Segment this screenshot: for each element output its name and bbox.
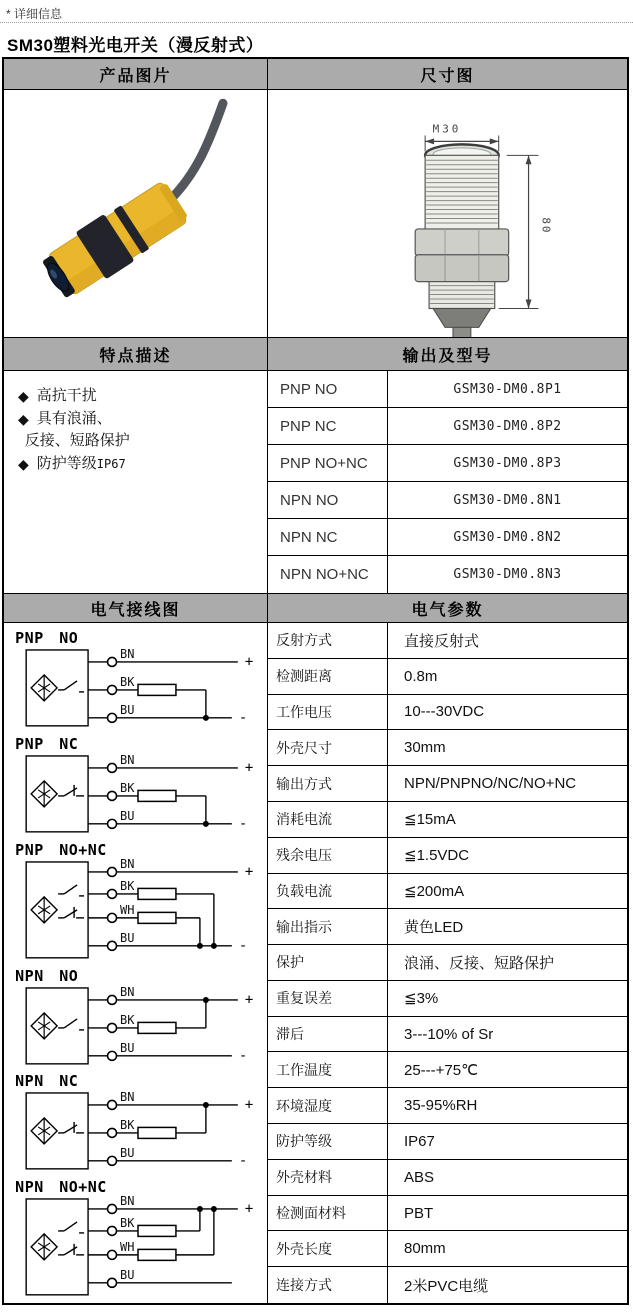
polarity-sign: +: [244, 991, 254, 1008]
param-value: ≦3%: [388, 981, 627, 1017]
wire-label: BK: [120, 1216, 135, 1231]
wire-label: BK: [120, 674, 135, 689]
wire-bu: [88, 931, 247, 954]
header-features: 特点描述: [4, 338, 268, 370]
param-value: 80mm: [388, 1231, 627, 1267]
param-name: 滞后: [268, 1017, 388, 1053]
wire-label: BU: [120, 1040, 135, 1055]
header-wiring-diagram: 电气接线图: [4, 594, 268, 622]
switch-symbols: [58, 885, 84, 918]
param-value: 浪涌、反接、短路保护: [388, 945, 627, 981]
diamond-bullet: ◆: [18, 456, 29, 472]
wire-bk: [88, 1102, 209, 1138]
polarity-sign: -: [238, 709, 248, 726]
params-table: [268, 623, 627, 1303]
switch-symbols: [58, 1018, 84, 1029]
param-value: 3---10% of Sr: [388, 1017, 627, 1053]
param-name: 检测面材料: [268, 1196, 388, 1232]
wiring-diagram-label: PNP NO: [15, 628, 79, 647]
param-name: 残余电压: [268, 838, 388, 874]
diamond-bullet: ◆: [18, 388, 29, 404]
dimension-drawing-cell: [268, 90, 627, 337]
wire-label: BU: [120, 702, 135, 717]
thread-size-label: M30: [432, 121, 462, 135]
model-number: GSM30-DM0.8P3: [388, 445, 627, 482]
sensor-symbol: [31, 1234, 57, 1260]
model-output-type: NPN NO+NC: [268, 556, 388, 593]
param-name: 输出方式: [268, 766, 388, 802]
model-number: GSM30-DM0.8N2: [388, 519, 627, 556]
wire-bk: [88, 879, 217, 949]
wiring-diagram: [10, 734, 260, 836]
polarity-sign: +: [244, 653, 254, 670]
param-name: 反射方式: [268, 623, 388, 659]
sensor-symbol: [31, 1118, 57, 1144]
wire-label: WH: [120, 902, 135, 917]
param-value: 2米PVC电缆: [404, 1277, 489, 1295]
models-table: [268, 371, 627, 593]
feature-item: [14, 385, 259, 407]
feature-item: [14, 408, 259, 452]
sensor-symbol: [31, 1012, 57, 1038]
param-value: 黄色LED: [388, 909, 627, 945]
feature-line: 反接、短路保护: [24, 432, 130, 449]
param-value: 直接反射式: [388, 623, 627, 659]
header-product-image: 产品图片: [4, 59, 268, 89]
product-photo: [4, 91, 267, 337]
wire-bn: [88, 984, 253, 1007]
param-name: 负载电流: [268, 874, 388, 910]
wiring-diagram: [10, 1071, 260, 1173]
param-name: 工作电压: [268, 695, 388, 731]
wiring-diagram-label: PNP NC: [15, 734, 79, 753]
spec-table: [2, 57, 629, 1305]
feature-line: 具有浪涌、: [36, 410, 112, 427]
wire-label: BN: [120, 1194, 135, 1209]
param-name: 重复误差: [268, 981, 388, 1017]
param-name: 环境湿度: [268, 1088, 388, 1124]
wiring-diagram: [10, 1177, 260, 1299]
header-dimension-drawing: 尺寸图: [268, 59, 627, 89]
wire-bn: [88, 647, 253, 670]
wire-label: BN: [120, 1090, 135, 1105]
polarity-sign: -: [238, 1153, 248, 1170]
wire-bk: [88, 675, 209, 721]
polarity-sign: +: [244, 1097, 254, 1114]
param-value: ≦15mA: [388, 802, 627, 838]
wire-bn: [88, 753, 253, 776]
wire-bk: [88, 996, 209, 1032]
param-name: 连接方式: [268, 1267, 388, 1303]
wire-bu: [88, 703, 247, 726]
header-row-2: [4, 338, 627, 371]
wire-label: BK: [120, 1012, 135, 1027]
param-name: 防护等级: [268, 1124, 388, 1160]
header-row-1: [4, 59, 627, 90]
param-name: 外壳材料: [268, 1160, 388, 1196]
features-list: [4, 371, 268, 593]
param-value: 25---+75℃: [388, 1052, 627, 1088]
wire-bk: [88, 1206, 203, 1236]
wire-label: BN: [120, 752, 135, 767]
wiring-diagram: [10, 628, 260, 730]
switch-symbols: [58, 1222, 84, 1255]
product-photo-cell: [4, 90, 268, 337]
param-value: 35-95%RH: [388, 1088, 627, 1124]
param-value: ≦1.5VDC: [388, 838, 627, 874]
wire-bu: [88, 1146, 247, 1169]
polarity-sign: +: [244, 759, 254, 776]
model-output-type: NPN NC: [268, 519, 388, 556]
model-output-type: PNP NO+NC: [268, 445, 388, 482]
model-output-type: PNP NC: [268, 408, 388, 445]
wire-bu: [88, 1040, 247, 1063]
param-name: 工作温度: [268, 1052, 388, 1088]
polarity-sign: +: [244, 1201, 254, 1218]
wiring-diagram-label: NPN NO: [15, 966, 79, 985]
sensor-symbol: [31, 781, 57, 807]
wire-bn: [88, 1090, 253, 1113]
wire-label: BK: [120, 1118, 135, 1133]
header-electrical-params: 电气参数: [268, 594, 627, 622]
wire-bn: [88, 857, 253, 880]
param-name: 保护: [268, 945, 388, 981]
header-row-3: [4, 594, 627, 623]
param-value: PBT: [388, 1196, 627, 1232]
wire-label: WH: [120, 1240, 135, 1255]
param-value: 30mm: [388, 730, 627, 766]
wire-bu: [88, 809, 247, 832]
polarity-sign: -: [238, 1047, 248, 1064]
model-number: GSM30-DM0.8P2: [388, 408, 627, 445]
feature-suffix: IP67: [96, 457, 126, 471]
page-title: SM30塑料光电开关（漫反射式）: [7, 36, 264, 55]
polarity-sign: +: [244, 863, 254, 880]
param-name: 外壳尺寸: [268, 730, 388, 766]
sensor-symbol: [31, 897, 57, 923]
top-note: * 详细信息: [6, 7, 63, 21]
feature-text: [37, 385, 97, 407]
model-number: GSM30-DM0.8N3: [453, 567, 562, 582]
switch-symbols: [58, 681, 84, 692]
wiring-diagrams: [4, 623, 268, 1303]
polarity-sign: -: [238, 937, 248, 954]
wiring-diagram-label: PNP NO+NC: [15, 840, 107, 859]
model-output-type: PNP NO: [268, 371, 388, 408]
wiring-diagram-label: NPN NO+NC: [15, 1178, 107, 1197]
wiring-diagram: [10, 966, 260, 1068]
param-name: 输出指示: [268, 909, 388, 945]
feature-line: 防护等级IP67: [36, 455, 126, 472]
length-label: 80: [539, 216, 553, 235]
model-number: GSM30-DM0.8P1: [388, 371, 627, 408]
feature-text: [37, 453, 126, 475]
diamond-bullet: ◆: [18, 411, 29, 427]
wiring-diagram: [10, 840, 260, 962]
switch-symbols: [58, 785, 84, 796]
image-row: [4, 90, 627, 338]
wire-label: BU: [120, 808, 135, 823]
wiring-diagram-label: NPN NC: [15, 1072, 79, 1091]
model-number: GSM30-DM0.8N1: [388, 482, 627, 519]
wire-label: BK: [120, 878, 135, 893]
wire-label: BN: [120, 646, 135, 661]
dotted-divider: [0, 22, 633, 23]
cable: [453, 327, 471, 337]
dimension-drawing: [268, 91, 627, 337]
wire-label: BU: [120, 1146, 135, 1161]
wire-bk: [88, 781, 209, 827]
sensor-figure: [415, 144, 508, 337]
model-output-type: NPN NO: [268, 482, 388, 519]
param-value: 10---30VDC: [388, 695, 627, 731]
param-name: 外壳长度: [268, 1231, 388, 1267]
wire-label: BU: [120, 930, 135, 945]
param-value: 0.8m: [388, 659, 627, 695]
sensor-symbol: [31, 675, 57, 701]
header-output-models: 输出及型号: [268, 338, 627, 370]
wire-label: BK: [120, 780, 135, 795]
feature-line: 高抗干扰: [36, 387, 97, 404]
param-value: ABS: [388, 1160, 627, 1196]
wire-wh: [88, 903, 203, 949]
wire-label: BU: [120, 1268, 135, 1283]
param-name: 检测距离: [268, 659, 388, 695]
polarity-sign: -: [238, 815, 248, 832]
param-value: IP67: [388, 1124, 627, 1160]
feature-item: [14, 453, 259, 475]
param-value: NPN/PNPNO/NC/NO+NC: [388, 766, 627, 802]
switch-symbols: [58, 1122, 84, 1133]
param-name: 消耗电流: [268, 802, 388, 838]
wire-bu: [88, 1268, 232, 1287]
wiring-params-row: [4, 623, 627, 1303]
wire-label: BN: [120, 984, 135, 999]
sensor-body-group: [22, 103, 267, 304]
wire-label: BN: [120, 856, 135, 871]
features-models-row: [4, 371, 627, 594]
feature-text: [24, 408, 130, 452]
wire-bn: [88, 1194, 253, 1217]
param-value: ≦200mA: [388, 874, 627, 910]
